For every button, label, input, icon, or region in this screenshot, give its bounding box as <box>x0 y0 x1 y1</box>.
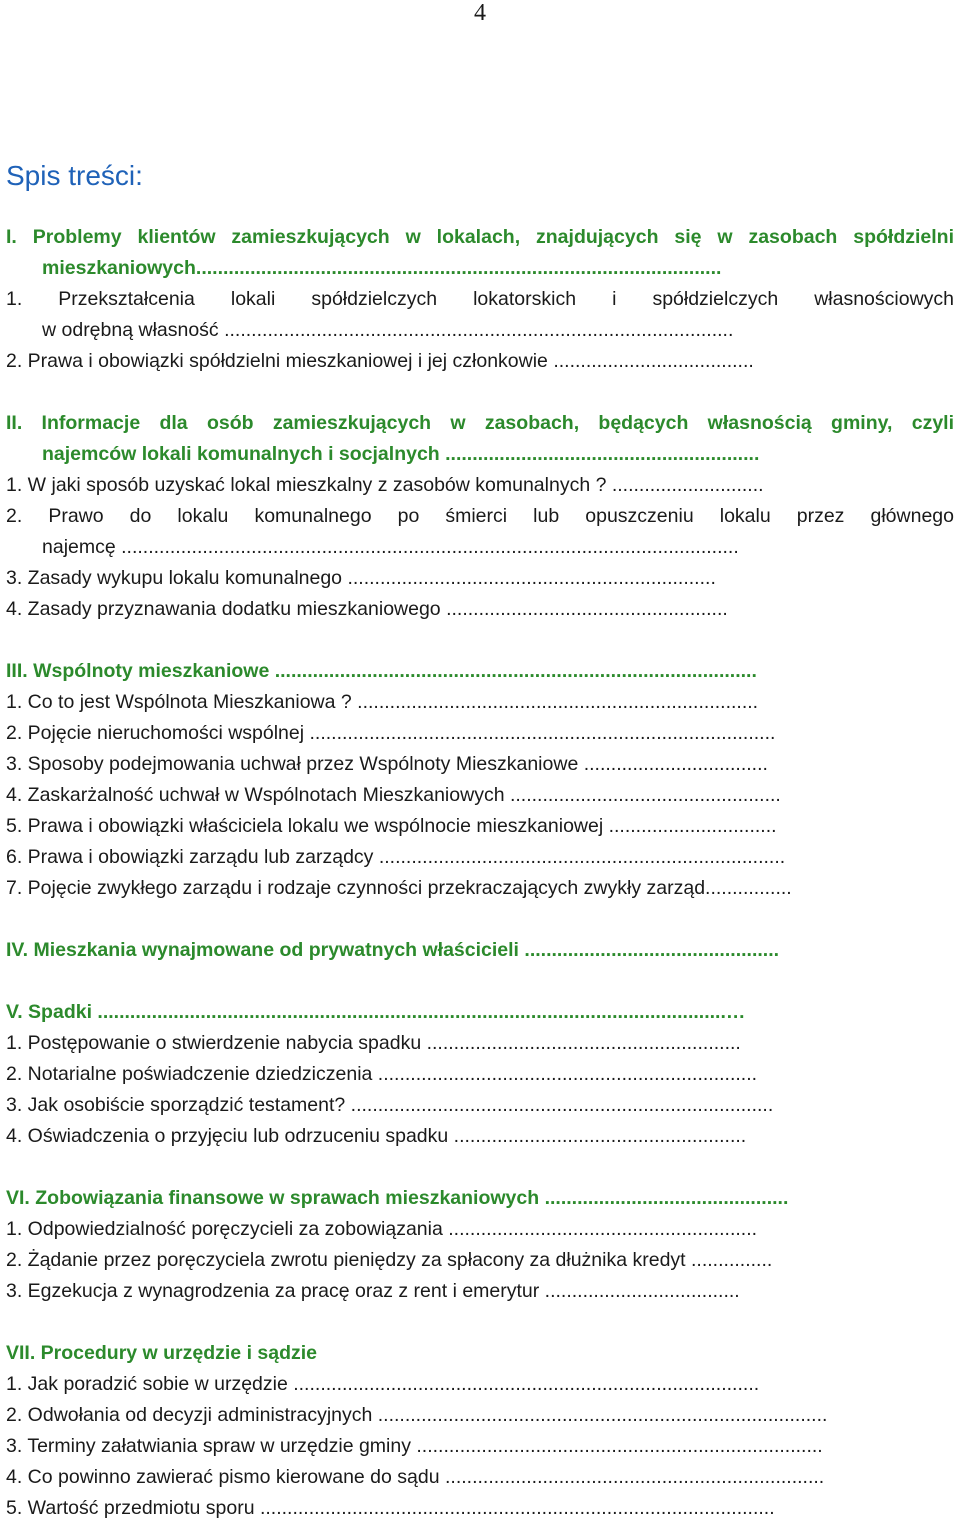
section-spacer <box>6 1307 954 1338</box>
toc-section-entry[interactable]: najemców lokali komunalnych i socjalnych .......................................................... <box>42 443 760 465</box>
toc-section-entry[interactable]: mieszkaniowych................................................................................................. <box>42 257 722 279</box>
toc-item-entry[interactable]: 5. Wartość przedmiotu sporu ............................................................................................... <box>6 1497 775 1519</box>
toc-item-entry[interactable]: 1. Jak poradzić sobie w urzędzie ...................................................................................... <box>6 1373 760 1395</box>
section-spacer <box>6 377 954 408</box>
toc-item-entry[interactable]: 1. Co to jest Wspólnota Mieszkaniowa ? .......................................................................... <box>6 691 759 713</box>
toc-item-entry[interactable]: najemcę .................................................................................................................. <box>42 536 739 558</box>
section-spacer <box>6 904 954 935</box>
toc-item-entry[interactable]: 3. Jak osobiście sporządzić testament? .............................................................................. <box>6 1094 774 1116</box>
toc-item-entry[interactable]: 6. Prawa i obowiązki zarządu lub zarządcy ........................................................................... <box>6 846 786 868</box>
toc-section-entry[interactable]: IV. Mieszkania wynajmowane od prywatnych właścicieli ............................................... <box>6 939 780 961</box>
toc-item-entry[interactable]: 4. Zaskarżalność uchwał w Wspólnotach Mieszkaniowych .................................................. <box>6 784 781 806</box>
toc-item-entry[interactable]: 4. Co powinno zawierać pismo kierowane do sądu ...................................................................... <box>6 1466 825 1488</box>
toc-item-entry[interactable]: 3. Sposoby podejmowania uchwał przez Wspólnoty Mieszkaniowe .................................. <box>6 753 768 775</box>
toc-section-entry[interactable]: II. Informacje dla osób zamieszkujących w zasobach, będących własnością gminy, czyli <box>6 412 954 434</box>
toc-item-entry[interactable]: 1. W jaki sposób uzyskać lokal mieszkalny z zasobów komunalnych ? ............................ <box>6 474 764 496</box>
toc-section-entry[interactable]: I. Problemy klientów zamieszkujących w lokalach, znajdujących się w zasobach spółdzielni <box>6 226 954 248</box>
toc-item-entry[interactable]: 1. Postępowanie o stwierdzenie nabycia spadku .......................................................... <box>6 1032 741 1054</box>
toc-item-entry[interactable]: 4. Oświadczenia o przyjęciu lub odrzuceniu spadku ...................................................... <box>6 1125 747 1147</box>
toc-item-entry[interactable]: 5. Prawa i obowiązki właściciela lokalu we wspólnocie mieszkaniowej ............................... <box>6 815 777 837</box>
toc-item-entry[interactable]: 3. Terminy załatwiania spraw w urzędzie gminy ........................................................................... <box>6 1435 823 1457</box>
section-spacer <box>6 966 954 997</box>
section-spacer <box>6 1152 954 1183</box>
toc-item-entry[interactable]: 2. Pojęcie nieruchomości wspólnej ...................................................................................... <box>6 722 776 744</box>
toc-item-entry[interactable]: 2. Prawa i obowiązki spółdzielni mieszkaniowej i jej członkowie ..................................... <box>6 350 754 372</box>
page-number: 4 <box>474 0 486 26</box>
toc-item-entry[interactable]: 2. Żądanie przez poręczyciela zwrotu pieniędzy za spłacony za dłużnika kredyt ............... <box>6 1249 773 1271</box>
toc-section-entry[interactable]: III. Wspólnoty mieszkaniowe ......................................................................................... <box>6 660 757 682</box>
toc-item-entry[interactable]: 1. Odpowiedzialność poręczycieli za zobowiązania ......................................................... <box>6 1218 758 1240</box>
page-title: Spis treści: <box>6 160 143 191</box>
toc-item-entry[interactable]: 4. Zasady przyznawania dodatku mieszkaniowego .................................................... <box>6 598 728 620</box>
toc-item-entry[interactable]: w odrębną własność .............................................................................................. <box>42 319 734 341</box>
toc-item-entry[interactable]: 3. Egzekucja z wynagrodzenia za pracę oraz z rent i emerytur .................................... <box>6 1280 740 1302</box>
toc-item-entry[interactable]: 2. Odwołania od decyzji administracyjnych ................................................................................... <box>6 1404 828 1426</box>
toc-section-entry[interactable]: VI. Zobowiązania finansowe w sprawach mieszkaniowych ............................................. <box>6 1187 789 1209</box>
toc-section-entry[interactable]: V. Spadki ....................................................................................................................… <box>6 1001 746 1023</box>
toc-section-entry[interactable]: VII. Procedury w urzędzie i sądzie <box>6 1342 318 1364</box>
toc-item-entry[interactable]: 2. Notarialne poświadczenie dziedziczenia ...................................................................... <box>6 1063 758 1085</box>
section-spacer <box>6 625 954 656</box>
toc-item-entry[interactable]: 7. Pojęcie zwykłego zarządu i rodzaje czynności przekraczających zwykły zarząd................ <box>6 877 792 899</box>
toc-item-entry[interactable]: 2. Prawo do lokalu komunalnego po śmierci lub opuszczeniu lokalu przez głównego <box>6 505 954 527</box>
table-of-contents <box>6 222 954 1524</box>
toc-item-entry[interactable]: 3. Zasady wykupu lokalu komunalnego .................................................................... <box>6 567 716 589</box>
toc-item-entry[interactable]: 1. Przekształcenia lokali spółdzielczych lokatorskich i spółdzielczych własnościowych <box>6 288 954 310</box>
